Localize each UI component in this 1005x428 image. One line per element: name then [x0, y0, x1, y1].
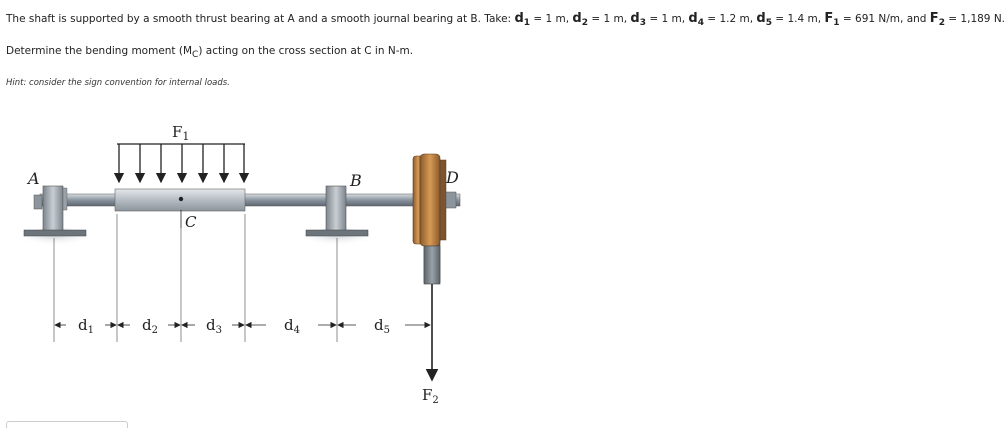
param-value: = 1.2 m, [703, 13, 757, 25]
param-subscript: 2 [581, 18, 588, 29]
param-value: = 691 N/m, and [839, 13, 930, 25]
param-value: = 1 m, [530, 13, 573, 25]
param-symbol: F [824, 11, 834, 26]
bearing-b [306, 186, 368, 236]
param-value: = 1,189 N. [944, 13, 1005, 25]
distributed-load-f1 [117, 144, 245, 182]
dim-d2: $d_2$ [142, 316, 158, 336]
bottom-tab[interactable] [6, 421, 128, 428]
task-subscript: C [192, 50, 199, 61]
dim-d1: $d_1$ [78, 316, 94, 336]
parameter-list [514, 11, 1005, 29]
param-subscript: 2 [938, 18, 945, 29]
param-value: = 1 m, [588, 13, 631, 25]
label-b: B [350, 171, 362, 190]
param-symbol: d [630, 11, 640, 26]
param-symbol: d [756, 11, 766, 26]
shaft-figure [0, 110, 500, 410]
problem-task [6, 44, 413, 62]
param-symbol: d [514, 11, 524, 26]
param-value: = 1.4 m, [771, 13, 825, 25]
param-symbol: d [688, 11, 698, 26]
param-symbol: F [929, 11, 939, 26]
param-subscript: 1 [523, 18, 531, 29]
dim-d4: $d_4$ [284, 316, 300, 336]
task-text-pre: Determine the bending moment (M [6, 45, 193, 57]
point-c-dot [179, 197, 183, 201]
param-value: = 1 m, [645, 13, 689, 25]
problem-intro: The shaft is supported by a smooth thrust bearing at A and a smooth journal bearing at B. Take: [6, 13, 515, 25]
label-f2: $F_2$ [422, 386, 439, 406]
label-f1: $F_1$ [172, 123, 190, 143]
param-symbol: d [572, 11, 582, 26]
shaft [40, 194, 460, 206]
label-a: A [28, 169, 40, 188]
param-subscript: 1 [833, 18, 840, 29]
param-subscript: 5 [765, 18, 772, 29]
hint-text: Hint: consider the sign convention for internal loads. [6, 78, 230, 88]
task-text-post: ) acting on the cross section at C in N-m. [198, 45, 414, 57]
dim-d3: $d_3$ [206, 316, 222, 336]
dim-d5: $d_5$ [374, 316, 390, 336]
param-subscript: 3 [639, 18, 646, 29]
label-d: D [446, 168, 459, 187]
param-subscript: 4 [697, 18, 704, 29]
label-c: C [185, 213, 197, 231]
problem-statement [6, 12, 1005, 30]
bearing-a [24, 186, 86, 236]
extension-lines [54, 214, 337, 342]
